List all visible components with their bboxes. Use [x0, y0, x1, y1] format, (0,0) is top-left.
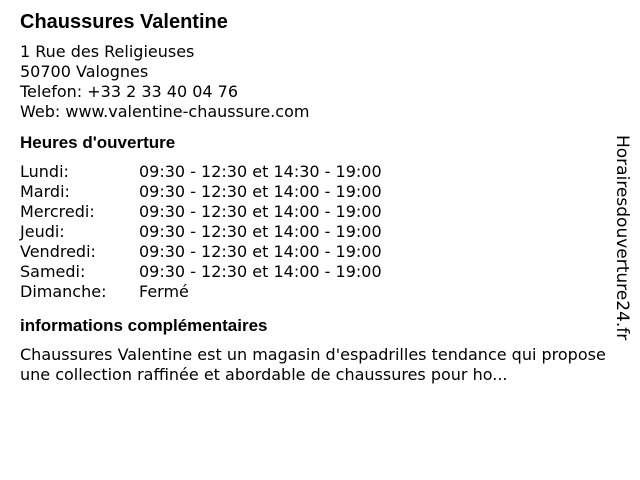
- hours-row-thursday: [20, 222, 610, 242]
- address-block: [20, 42, 610, 122]
- hours-heading: Heures d'ouverture: [20, 133, 176, 152]
- hours-time: 09:30 - 12:30 et 14:00 - 19:00: [139, 182, 382, 201]
- store-name: Chaussures Valentine: [20, 11, 228, 33]
- hours-time: 09:30 - 12:30 et 14:00 - 19:00: [139, 242, 382, 261]
- hours-row-saturday: [20, 262, 610, 282]
- hours-row-sunday: [20, 282, 610, 302]
- site-watermark: Horairesdouverture24.fr: [612, 135, 632, 341]
- phone-number: Telefon: +33 2 33 40 04 76: [20, 82, 239, 101]
- hours-time: 09:30 - 12:30 et 14:00 - 19:00: [139, 222, 382, 241]
- hours-time: 09:30 - 12:30 et 14:30 - 19:00: [139, 162, 382, 181]
- hours-row-friday: [20, 242, 610, 262]
- hours-row-tuesday: [20, 182, 610, 202]
- hours-table: [20, 162, 610, 302]
- hours-day: Samedi:: [20, 262, 86, 281]
- store-description: Chaussures Valentine est un magasin d'espadrilles tendance qui propose une collection raffinée et abordable de chaussures pour ho...: [20, 345, 606, 384]
- hours-day: Lundi:: [20, 162, 69, 181]
- address-city: 50700 Valognes: [20, 62, 149, 81]
- hours-day: Jeudi:: [20, 222, 65, 241]
- store-card: [20, 10, 610, 385]
- address-street: 1 Rue des Religieuses: [20, 42, 195, 61]
- hours-row-monday: [20, 162, 610, 182]
- hours-row-wednesday: [20, 202, 610, 222]
- hours-time: 09:30 - 12:30 et 14:00 - 19:00: [139, 262, 382, 281]
- hours-day: Dimanche:: [20, 282, 107, 301]
- website: Web: www.valentine-chaussure.com: [20, 102, 310, 121]
- hours-time: 09:30 - 12:30 et 14:00 - 19:00: [139, 202, 382, 221]
- hours-time: Fermé: [139, 282, 189, 301]
- info-heading: informations complémentaires: [20, 316, 268, 335]
- hours-day: Mercredi:: [20, 202, 95, 221]
- hours-day: Vendredi:: [20, 242, 96, 261]
- hours-day: Mardi:: [20, 182, 70, 201]
